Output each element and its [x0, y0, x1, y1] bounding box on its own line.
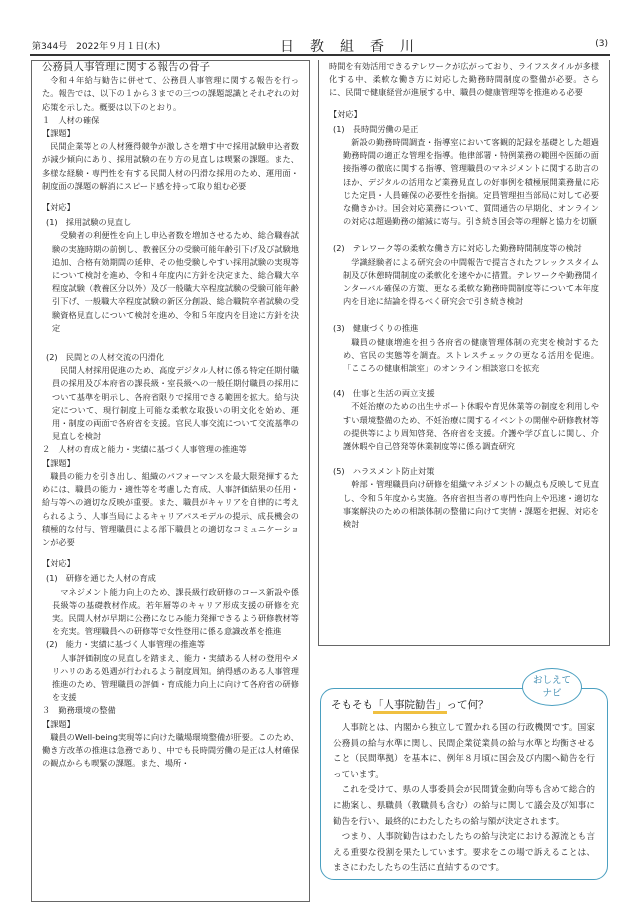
- section-3-item-2-text: 学識経験者による研究会の中間報告で提言されたフレックスタイム制及び休憩時間制度の柔軟化を速やかに措置。テレワークや勤務間インターバル確保の方策、更なる柔軟な勤務時間制度等について本年度内を目途に結論を得るべく研究会で引き続き検討: [343, 256, 599, 307]
- badge-line-1: おしえて: [532, 675, 571, 686]
- section-2-heading: ２ 人材の育成と能力・実績に基づく人事管理の推進等: [42, 444, 247, 455]
- info-title-suffix: って何？: [446, 699, 489, 711]
- section-1-kadai-label: 【課題】: [42, 128, 75, 139]
- section-1-item-1-text: 受験者の利便性を向上し申込者数を増加させるため、総合職春試験の実施時期の前倒し、教養区分の受験可能年齢引下げ及び試験地追加、合格有効期間の延伸、その他受験しやすい採用試験の実現等について検討を進め、令和４年度内に方針を決定また、総合職大卒程度試験（教養区分以外）及び一般職大卒程度試験の受験可能年齢引下げ、一般職大卒程度試験の新区分創設、総合職院卒者試験の受験資格見直しについて検討を進め、令和５年度内を目途に方針を決定: [52, 230, 299, 333]
- info-box-title: [331, 697, 489, 712]
- section-3-item-4-text: 不妊治療のための出生サポート休暇や育児休業等の制度を利用しやすい環境整備のため、不妊治療に関するイベントの開催や研修教材等の提供等により周知啓発、各府省を支援。介護や学び直しに関し、介護休暇や自己啓発等休業制度等に係る調査研究: [343, 401, 599, 452]
- info-title-prefix: そもそも: [331, 699, 373, 711]
- section-3-taio-label: 【対応】: [329, 108, 362, 119]
- section-2-item-2-heading: (2) 能力・実績に基づく人事管理の推進等: [46, 639, 205, 650]
- section-2-kadai-text: 職員の能力を引き出し、組織のパフォーマンスを最大限発揮するためには、職員の能力・適性等を考慮した育成、人事評価結果の任用・給与等への適切な反映が重要。また、職員がキャリアを自律的に考えられるよう、人事当局によるキャリアパスモデルの提示、成長機会の積極的な付与、管理職員による部下職員との適切なコミュニケーションが必要: [42, 470, 299, 547]
- info-paragraph-2: これを受けて、県の人事委員会が民間賃金動向等も含めて総合的に勘案し、県職員（教職員も含む）の給与に関して議会及び知事に勧告を行い、最終的にわたしたちの給与額が決定されます。: [333, 785, 595, 827]
- info-box: [320, 688, 608, 880]
- section-1-item-2-text: 民間人材採用促進のため、高度デジタル人材に係る特定任期付職員の採用及び本府省の課長級・室長級への一般任期付職員の採用について基準を明示し、各府省限りで採用できる範囲を拡大。給与決定について、現行制度上可能な柔軟な取扱いの明文化を始め、運用・制度の両面で各府省を支援。官民人事交流について交流基準の見直しを検討: [52, 365, 299, 442]
- section-3-item-5-text: 幹部・管理職員向け研修を組織マネジメントの観点も反映して見直し、令和５年度から実施。各府省担当者の専門性向上や迅速・適切な事案解決のための相談体制の整備に向けて実情・課題を把握、対応を検討: [343, 479, 599, 530]
- section-2-taio-label: 【対応】: [42, 558, 75, 569]
- section-2-item-2-text: 人事評価制度の見直しを踏まえ、能力・実績ある人材の登用やメリハリのある処遇が行われるよう制度周知。納得感のある人事管理推進のため、管理職員の評価・育成能力向上に向けて各府省の研修を支援: [52, 652, 299, 703]
- section-1-item-1-heading: (1) 採用試験の見直し: [46, 217, 132, 228]
- section-3-item-3-heading: (3) 健康づくりの推進: [333, 323, 419, 334]
- info-title-highlight: 「人事院勧告」: [373, 699, 447, 714]
- section-3-item-5-heading: (5) ハラスメント防止対策: [333, 466, 435, 477]
- section-2-kadai-label: 【課題】: [42, 457, 75, 468]
- section-3-item-2-heading: (2) テレワーク等の柔軟な働き方に対応した勤務時間制度等の検討: [333, 243, 582, 254]
- section-3-item-3-text: 職員の健康増進を担う各府省の健康管理体制の充実を検討するため、官民の実態等を調査。ストレスチェックの更なる活用を促進。「こころの健康相談室」のオンライン相談窓口を拡充: [343, 336, 599, 374]
- section-3-item-4-heading: (4) 仕事と生活の両立支援: [333, 388, 435, 399]
- article-right-column: [318, 60, 610, 646]
- section-3-item-1-text: 新設の勤務時間調査・指導室において客観的記録を基礎とした超過勤務時間の適正な管理を指導。他律部署・特例業務の範囲や医師の面接指導の徹底に関する指導、管理職員のマネジメントに関する助言のほか、デジタルの活用など業務見直しの好事例を積極展開業務量に応じた定員・人員確保の必要性を指摘。定員管理担当部局に対して必要な働きかけ。国会対応業務について、質問通告の早期化、オンラインの対応は超過勤務の縮減に寄与。引き続き国会等の理解と協力を切願: [343, 137, 599, 227]
- issue-date: 第344号 2022年９月１日(木): [32, 42, 161, 52]
- article-title: 公務員人事管理に関する報告の骨子: [42, 61, 210, 73]
- section-1-kadai-text: 民間企業等との人材獲得競争が激しさを増す中で採用試験申込者数が減少傾向にあり、採用試験の在り方の見直しは喫緊の課題。また、多様な経験・専門性を有する民間人材の円滑な採用のため、運用面・制度面の課題の解消にスピード感を持って取り組む必要: [42, 141, 299, 191]
- section-3-kadai-text-left: 職員のWell-being実現等に向けた職場環境整備が肝要。このため、働き方改革の推進は急務であり、中でも長時間労働の是正は人材確保の観点からも喫緊の課題。また、場所・: [42, 731, 299, 769]
- badge-line-2: ナビ: [542, 688, 562, 699]
- article-intro: 令和４年給与勧告に併せて、公務員人事管理に関する報告を行った。報告では、以下の１から３までの三つの課題認識とそれぞれの対応策を示した。概要は以下のとおり。: [42, 75, 299, 112]
- oshiete-navi-badge: [522, 668, 582, 706]
- section-3-item-1-heading: (1) 長時間労働の是正: [333, 123, 419, 134]
- article-left-column: [31, 60, 310, 902]
- section-3-heading: ３ 勤務環境の整備: [42, 705, 116, 716]
- section-1-taio-label: 【対応】: [42, 202, 75, 213]
- section-3-kadai-label: 【課題】: [42, 718, 75, 729]
- page-header: [30, 36, 610, 55]
- newspaper-title: 日教組香川: [280, 39, 430, 55]
- page-number: (3): [595, 39, 608, 49]
- info-paragraph-3: つまり、人事院勧告はわたしたちの給与決定における源流とも言える重要な役割を果たしています。要求をこの場で訴えることは、まさにわたしたちの生活に直結するのです。: [333, 832, 595, 874]
- header-rule: [30, 54, 610, 56]
- section-1-item-2-heading: (2) 民間との人材交流の円滑化: [46, 352, 165, 363]
- section-1-heading: １ 人材の確保: [42, 114, 100, 125]
- section-2-item-1-heading: (1) 研修を通じた人材の育成: [46, 573, 156, 584]
- section-3-kadai-text-right: 時間を有効活用できるテレワークが広がっており、ライフスタイルが多様化する中、柔軟な働き方に対応した勤務時間制度の整備が必要。さらに、民間で健康経営が進展する中、職員の健康管理等を推進める必要: [329, 61, 599, 98]
- section-2-item-1-text: マネジメント能力向上のため、課長級行政研修のコース新設や係長級等の基礎教材作成。若年層等のキャリア形成支援の研修を充実。民間人材が早期に公務になじみ能力発揮できるよう研修教材等を充実。管理職員への研修等で女性登用に係る意識改革を推進: [52, 586, 299, 637]
- info-box-body: [333, 721, 595, 877]
- info-paragraph-1: 人事院とは、内閣から独立して置かれる国の行政機関です。国家公務員の給与水準に関し、民間企業従業員の給与水準と均衡させること（民間準拠）を基本に、例年８月頃に国会及び内閣へ勧告を行っています。: [333, 723, 595, 780]
